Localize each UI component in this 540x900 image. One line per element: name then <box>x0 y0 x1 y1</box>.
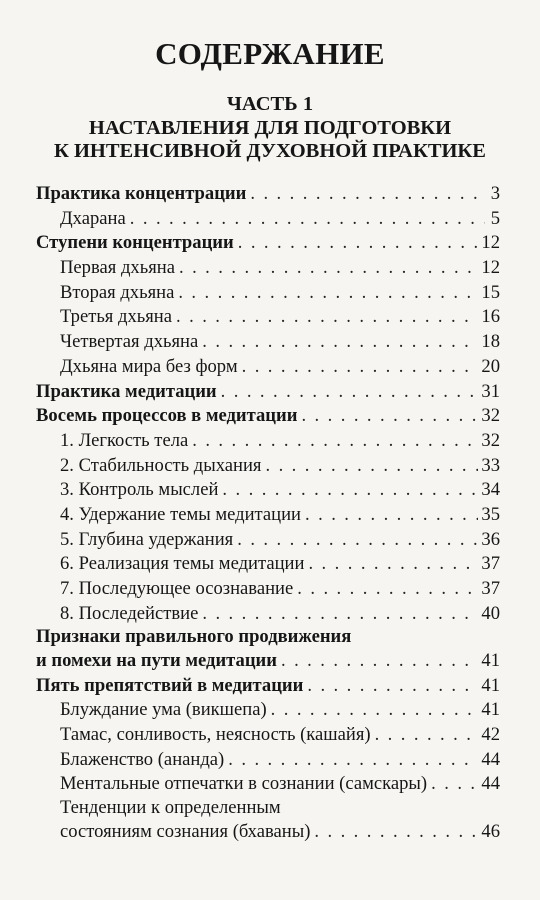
toc-entry-page: 41 <box>481 699 500 721</box>
toc-entry-page: 36 <box>481 528 500 550</box>
toc-entry <box>36 281 500 306</box>
toc-leader-dots <box>176 305 478 330</box>
toc-entry <box>36 305 500 330</box>
toc-entry-page: 42 <box>481 723 500 745</box>
toc-entry-title: Практика концентрации <box>36 183 247 204</box>
toc-entry-title: 7. Последующее осознавание <box>60 578 294 599</box>
toc-leader-dots <box>238 231 479 256</box>
toc-leader-dots <box>192 429 478 454</box>
part-title-line-1: НАСТАВЛЕНИЯ ДЛЯ ПОДГОТОВКИ <box>88 116 452 139</box>
toc-entry-page: 37 <box>481 578 500 599</box>
toc-entry <box>36 429 500 454</box>
toc-leader-dots <box>297 577 478 602</box>
toc-entry-title: 6. Реализация темы медитации <box>60 553 305 575</box>
toc-entry <box>36 478 500 503</box>
toc-entry-title: и помехи на пути медитации <box>36 649 277 671</box>
toc-leader-dots <box>178 281 478 306</box>
toc-entry <box>36 528 500 553</box>
toc-entry-title: Третья дхьяна <box>60 306 172 328</box>
toc-entry <box>36 649 500 674</box>
toc-entry-title: Пять препятствий в медитации <box>36 674 304 696</box>
toc-entry <box>36 772 500 797</box>
toc-entry-page: 12 <box>481 257 500 279</box>
toc-entry-title: Дхарана <box>60 207 126 229</box>
toc-entry <box>36 748 500 773</box>
toc-entry-page: 41 <box>481 674 500 696</box>
toc-entry-page: 16 <box>481 306 500 328</box>
toc-leader-dots <box>250 182 485 207</box>
toc-entry-title: состояниям сознания (бхаваны) <box>60 820 311 842</box>
toc-leader-dots <box>375 723 479 748</box>
toc-leader-dots <box>301 404 478 429</box>
toc-entry <box>36 182 500 207</box>
toc-entry <box>36 602 500 627</box>
toc-entry-title: Первая дхьяна <box>60 257 175 279</box>
toc-entry-page: 32 <box>481 405 500 427</box>
toc-entry <box>36 503 500 528</box>
toc-entry-page: 18 <box>481 331 500 353</box>
toc-entry-title: Четвертая дхьяна <box>60 331 199 353</box>
toc-entry <box>36 552 500 577</box>
toc-leader-dots <box>314 820 478 845</box>
toc-entry-title: 8. Последействие <box>60 602 199 624</box>
toc-entry-page: 41 <box>481 649 500 671</box>
toc-entry <box>36 231 500 256</box>
part-label: ЧАСТЬ 1 <box>226 93 314 115</box>
toc-entry <box>36 256 500 281</box>
toc-entry <box>36 797 500 820</box>
toc-entry <box>36 207 500 232</box>
toc-entry-page: 40 <box>481 602 500 624</box>
toc-entry-page: 15 <box>481 281 500 303</box>
table-of-contents <box>36 182 500 844</box>
toc-entry-title: 5. Глубина удержания <box>60 528 234 550</box>
toc-entry-page: 33 <box>481 454 500 476</box>
toc-entry <box>36 674 500 699</box>
toc-leader-dots <box>305 503 478 528</box>
toc-entry <box>36 454 500 479</box>
toc-entry-title: Тамас, сонливость, неясность (кашайя) <box>60 723 371 745</box>
part-heading <box>0 93 540 164</box>
toc-entry-title: 2. Стабильность дыхания <box>60 454 262 476</box>
toc-leader-dots <box>130 207 485 232</box>
toc-leader-dots <box>221 380 479 405</box>
toc-entry-title: Вторая дхьяна <box>60 281 175 303</box>
toc-leader-dots <box>202 602 478 627</box>
page-title: СОДЕРЖАНИЕ <box>155 36 385 71</box>
toc-entry-page: 34 <box>481 479 500 501</box>
toc-leader-dots <box>179 256 478 281</box>
toc-entry-title: Ступени концентрации <box>36 232 234 254</box>
toc-entry <box>36 330 500 355</box>
toc-entry-page: 5 <box>490 207 500 229</box>
toc-leader-dots <box>222 478 478 503</box>
toc-entry-page: 32 <box>481 429 500 451</box>
toc-entry-page: 44 <box>481 773 500 795</box>
toc-entry <box>36 723 500 748</box>
toc-entry <box>36 380 500 405</box>
toc-entry-title: Блуждание ума (викшепа) <box>60 699 267 721</box>
toc-entry <box>36 820 500 845</box>
toc-leader-dots <box>242 355 479 380</box>
toc-leader-dots <box>265 454 478 479</box>
toc-leader-dots <box>431 772 478 797</box>
toc-entry-page: 37 <box>481 553 500 575</box>
toc-leader-dots <box>237 528 478 553</box>
toc-entry-page: 3 <box>490 183 500 204</box>
toc-entry <box>36 355 500 380</box>
toc-entry-title: Тенденции к определенным <box>60 797 281 818</box>
toc-leader-dots <box>307 674 478 699</box>
toc-entry-title: Ментальные отпечатки в сознании (самскары) <box>60 773 428 795</box>
toc-entry <box>36 626 500 649</box>
part-title-line-2: К ИНТЕНСИВНОЙ ДУХОВНОЙ ПРАКТИКЕ <box>54 140 486 162</box>
toc-leader-dots <box>202 330 478 355</box>
toc-leader-dots <box>228 748 478 773</box>
toc-entry-title: Восемь процессов в медитации <box>36 405 298 427</box>
toc-entry-page: 20 <box>481 355 500 377</box>
toc-entry <box>36 404 500 429</box>
toc-leader-dots <box>281 649 478 674</box>
toc-entry-title: Признаки правильного продвижения <box>36 626 352 648</box>
toc-leader-dots <box>271 698 479 723</box>
toc-entry-title: 4. Удержание темы медитации <box>60 503 301 525</box>
toc-entry-title: Дхьяна мира без форм <box>60 355 238 377</box>
toc-leader-dots <box>308 552 478 577</box>
toc-entry <box>36 577 500 602</box>
toc-entry-page: 31 <box>481 380 500 402</box>
toc-entry-title: 3. Контроль мыслей <box>60 479 219 501</box>
toc-entry-title: 1. Легкость тела <box>60 429 189 451</box>
toc-entry-page: 44 <box>481 748 500 770</box>
toc-entry <box>36 698 500 723</box>
toc-entry-page: 35 <box>481 503 500 525</box>
toc-entry-title: Практика медитации <box>36 380 217 402</box>
toc-entry-title: Блаженство (ананда) <box>60 748 225 770</box>
toc-entry-page: 12 <box>481 232 500 254</box>
toc-entry-page: 46 <box>481 820 500 842</box>
